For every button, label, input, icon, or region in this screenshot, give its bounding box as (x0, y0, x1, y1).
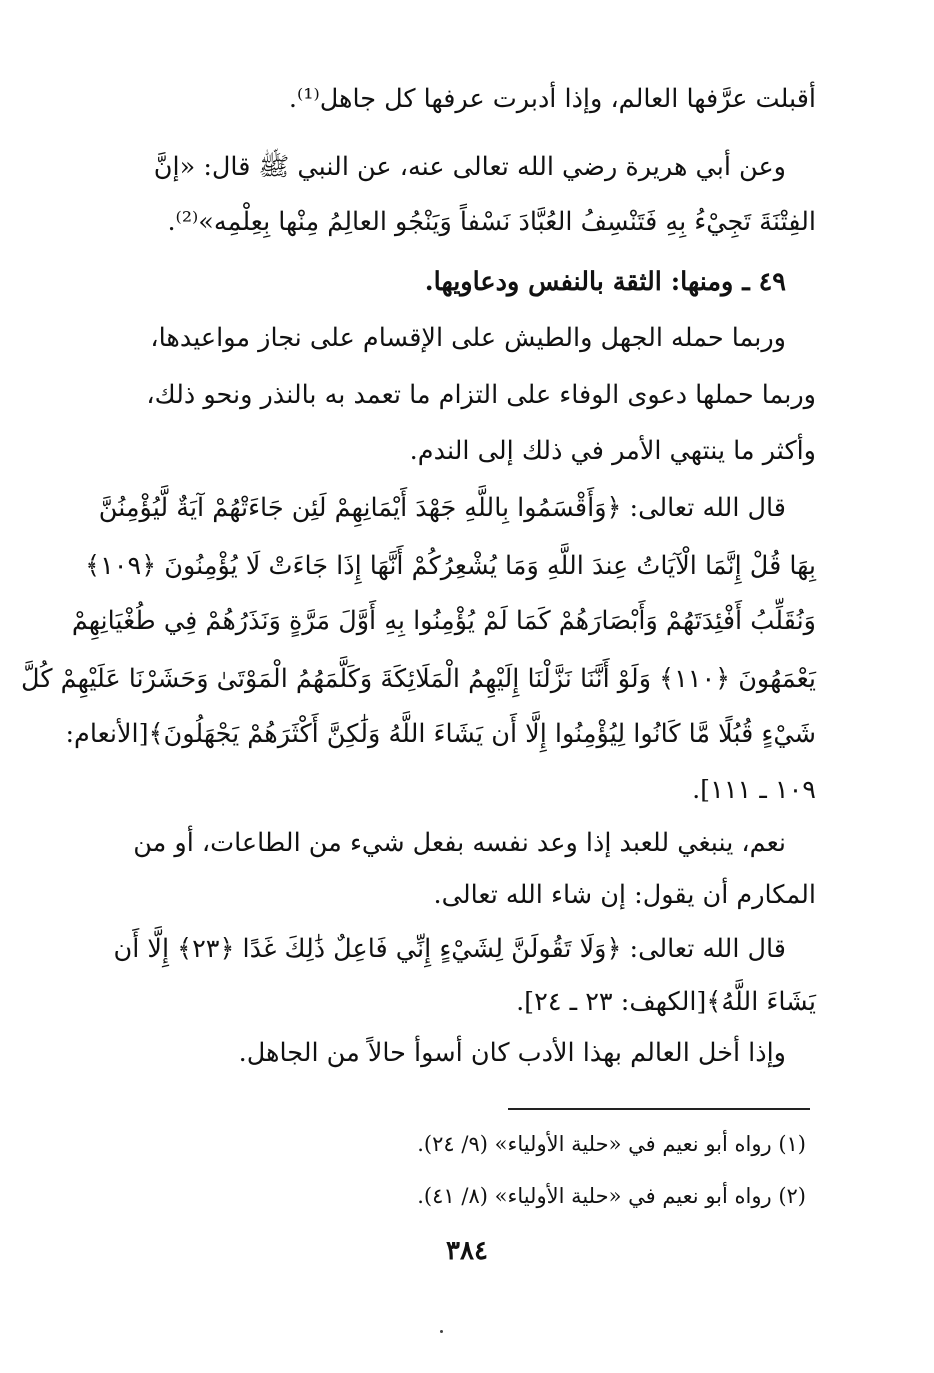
quran-verse-line: يَعْمَهُونَ ﴿١١٠﴾ وَلَوْ أَنَّنَا نَزَّلْنَا إِلَيْهِمُ الْمَلَائِكَةَ وَكَلَّمَهُمُ الْمَوْتَىٰ وَحَشَرْنَا عَلَيْهِمْ كُلَّ (21, 664, 816, 694)
quran-verse-line: شَيْءٍ قُبُلًا مَّا كَانُوا لِيُؤْمِنُوا إِلَّا أَن يَشَاءَ اللَّهُ وَلَٰكِنَّ أَكْثَرَهُمْ يَجْهَلُونَ﴾[الأنعام: (65, 719, 816, 749)
quran-verse-line: قال الله تعالى: ﴿وَلَا تَقُولَنَّ لِشَيْءٍ إِنِّي فَاعِلٌ ذَٰلِكَ غَدًا ﴿٢٣﴾ إِلَّا أَن (113, 934, 786, 964)
text-line: المكارم أن يقول: إن شاء الله تعالى. (433, 880, 816, 910)
scan-dot (440, 1330, 443, 1333)
footnote-item: (١) رواه أبو نعيم في «حلية الأولياء» (٩/ ٢٤). (417, 1132, 806, 1156)
text-line: أقبلت عرَّفها العالم، وإذا أدبرت عرفها كل جاهل⁽¹⁾. (288, 84, 816, 114)
text-line: ١٠٩ ـ ١١١]. (692, 775, 816, 805)
text-line: وربما حمله الجهل والطيش على الإقسام على نجاز مواعيدها، (150, 323, 786, 353)
quran-verse-line: وَنُقَلِّبُ أَفْئِدَتَهُمْ وَأَبْصَارَهُمْ كَمَا لَمْ يُؤْمِنُوا بِهِ أَوَّلَ مَرَّةٍ وَنَذَرُهُمْ فِي طُغْيَانِهِمْ (71, 606, 816, 636)
text-line: نعم، ينبغي للعبد إذا وعد نفسه بفعل شيء من الطاعات، أو من (133, 828, 786, 858)
quran-verse-line: قال الله تعالى: ﴿وَأَقْسَمُوا بِاللَّهِ جَهْدَ أَيْمَانِهِمْ لَئِن جَاءَتْهُمْ آيَةٌ لَّيُؤْمِنُنَّ (98, 493, 786, 523)
text-line: الفِتْنَةَ تَجِيْءُ بِهِ فَتَنْسِفُ العُبَّادَ نَسْفاً وَيَنْجُو العالِمُ مِنْها بِعِلْمِه»⁽²⁾. (167, 207, 816, 237)
footnotes (300, 0, 806, 1230)
text-line: وربما حملها دعوى الوفاء على التزام ما تعمد به بالنذر ونحو ذلك، (146, 380, 816, 410)
quran-verse-line: بِهَا قُلْ إِنَّمَا الْآيَاتُ عِندَ اللَّهِ وَمَا يُشْعِرُكُمْ أَنَّهَا إِذَا جَاءَتْ لَا يُؤْمِنُونَ ﴿١٠٩﴾ (85, 551, 816, 581)
quran-verse-line: يَشَاءَ اللَّهُ﴾[الكهف: ٢٣ ـ ٢٤]. (516, 987, 816, 1017)
page-number: ٣٨٤ (446, 1236, 488, 1266)
text-line: وعن أبي هريرة رضي الله تعالى عنه، عن النبي ﷺ قال: «إنَّ (153, 152, 786, 182)
section-heading: ٤٩ ـ ومنها: الثقة بالنفس ودعاويها. (424, 267, 786, 297)
footnote-item: (٢) رواه أبو نعيم في «حلية الأولياء» (٨/ ٤١). (417, 1184, 806, 1208)
text-line: وأكثر ما ينتهي الأمر في ذلك إلى الندم. (409, 436, 816, 466)
text-line: وإذا أخل العالم بهذا الأدب كان أسوأ حالاً من الجاهل. (238, 1038, 786, 1068)
